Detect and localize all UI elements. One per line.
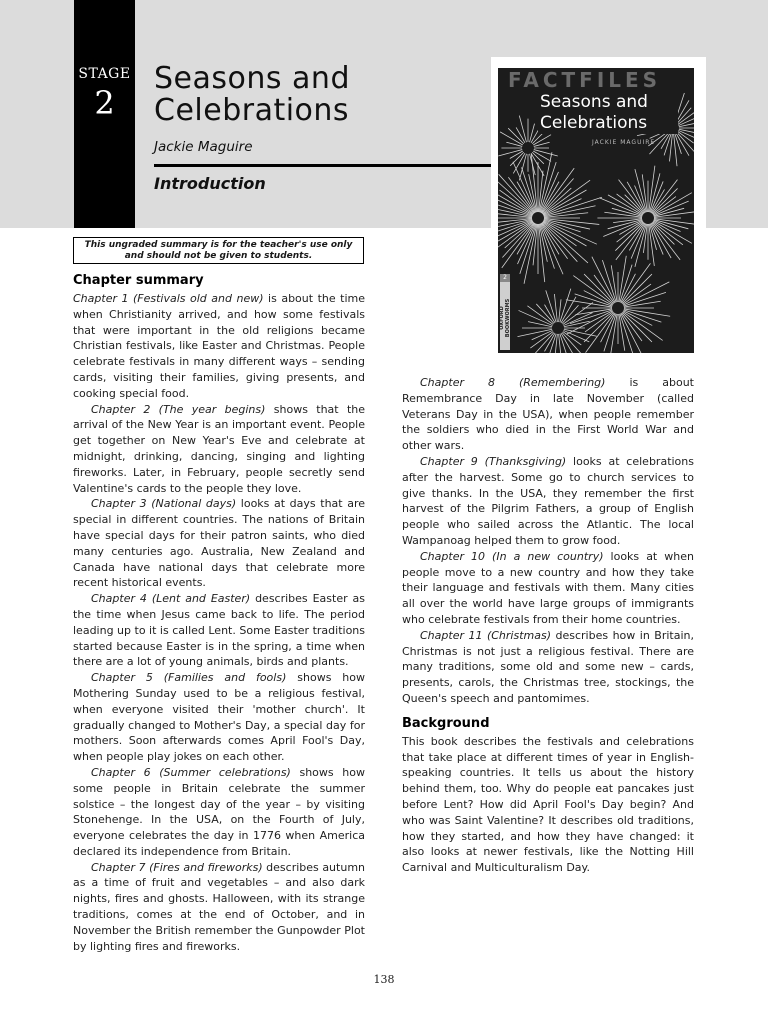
firework-ray xyxy=(530,154,536,175)
firework-ray xyxy=(532,330,553,339)
chapter-text: is about Remembrance Day in late November (called Veterans Day in the USA), when people remember the soldiers who died in the First World War and other wars. xyxy=(402,376,694,453)
firework-ray xyxy=(513,153,525,173)
title-line-2: Celebrations xyxy=(154,93,350,128)
firework-ray xyxy=(610,314,617,353)
cover-stage: 2 xyxy=(500,274,510,282)
chapter-text: is about the time when Christianity arrived, and how some festivals that were important in the old religions became Christian festivals, like Easter and Christmas. People celebrate festivals in many different ways – sending cards, visiting their families, giving presents, and cooking special food. xyxy=(73,292,365,400)
firework-ray xyxy=(561,297,576,323)
notice-line-1: This ungraded summary is for the teacher's use only xyxy=(84,240,353,250)
firework-ray xyxy=(622,312,652,342)
firework-ray xyxy=(654,211,694,217)
chapter-1 xyxy=(73,291,365,402)
chapter-ref: Chapter 7 (Fires and fireworks) xyxy=(91,860,263,874)
chapter-text: shows how Mothering Sunday used to be a religious festival, when everyone visited their 'mother church'. It gradually changed to Mother's Day, a special day for mothers. Soon afterwards comes April Fool's Day, when people play jokes on each other. xyxy=(73,671,366,764)
chapter-text: looks at celebrations after the harvest. Some go to church services to give thanks. In the USA, they remember the first harvest of the Pilgrim Fathers, a group of English people who sailed across the Atlantic. The local Wampanoag helped them to grow food. xyxy=(402,454,694,547)
stage-box xyxy=(74,0,135,228)
firework-ray xyxy=(513,162,536,213)
chapter-8 xyxy=(402,375,694,454)
chapter-ref: Chapter 8 (Remembering) xyxy=(420,376,606,389)
chapter-10 xyxy=(402,549,694,628)
chapter-ref: Chapter 4 (Lent and Easter) xyxy=(91,592,251,606)
chapter-text: describes how in Britain, Christmas is not just a religious festival. There are many traditions, some old and some new – cards, presents, carols, the Christmas tree, stockings, the Queen's speech and pantomimes. xyxy=(402,628,694,705)
firework-ray xyxy=(624,309,670,316)
firework-ray xyxy=(622,313,642,341)
chapter-text: looks at days that are special in different countries. The nations of Britain have special days for their patron saints, who died many centuries ago. Australia, New Zealand and Canada have national days that celebrate more recent historical events. xyxy=(73,497,365,590)
chapter-11 xyxy=(402,628,694,707)
chapter-ref: Chapter 6 (Summer celebrations) xyxy=(91,765,291,779)
firework-ray xyxy=(524,224,537,284)
chapter-text: describes Easter as the time when Jesus came back to life. The period leading up to it is called Lent. Some Easter traditions started because Easter is in the spring, a time when there are a lot of young animals, birds and plants. xyxy=(73,592,366,669)
left-column xyxy=(73,272,365,954)
firework-ray xyxy=(540,223,563,274)
firework-ray xyxy=(499,174,534,213)
chapter-ref: Chapter 5 (Families and fools) xyxy=(91,671,287,685)
chapter-6 xyxy=(73,765,365,860)
firework-ray xyxy=(584,274,614,304)
firework-ray xyxy=(534,150,558,156)
chapter-4 xyxy=(73,591,365,670)
firework-ray xyxy=(623,284,651,304)
page-title xyxy=(154,63,350,127)
book-cover xyxy=(498,68,694,353)
teacher-notice xyxy=(73,237,364,264)
section-heading: Introduction xyxy=(154,174,266,193)
firework-ray xyxy=(599,198,642,216)
firework-ray xyxy=(622,274,652,304)
chapter-5 xyxy=(73,670,365,765)
title-line-1: Seasons and xyxy=(154,61,350,96)
firework-ray xyxy=(652,188,677,213)
firework-ray xyxy=(560,334,568,353)
title-rule xyxy=(154,164,500,167)
cover-spine xyxy=(500,282,510,350)
firework-ray xyxy=(652,222,674,244)
cover-spine-text: OXFORD BOOKWORMS xyxy=(499,298,511,338)
chapter-ref: Chapter 9 (Thanksgiving) xyxy=(420,454,567,468)
chapter-7 xyxy=(73,860,365,955)
page-number: 138 xyxy=(373,973,395,986)
firework-ray xyxy=(519,154,526,181)
chapter-2 xyxy=(73,402,365,497)
firework-ray xyxy=(560,289,571,323)
background-heading: Background xyxy=(402,715,490,731)
notice-line-2: and should not be given to students. xyxy=(124,251,313,261)
firework-ray xyxy=(519,116,526,143)
firework-ray xyxy=(625,195,644,214)
firework-ray xyxy=(563,332,581,345)
chapter-ref: Chapter 2 (The year begins) xyxy=(91,402,266,416)
chapter-text: shows that the arrival of the New Year is an important event. People get together on New Year's Eve and celebrate at midnight, drinking, dancing, singing and lighting fireworks. Later, in February, people secretly send Valentine's cards to the people they love. xyxy=(73,402,365,495)
chapter-text: shows how some people in Britain celebrate the summer solstice – the longest day of the year – by visiting Stonehenge. In the USA, on the Fourth of July, everyone celebrates the day in 1776 when America declared its independence from Britain. xyxy=(73,765,365,858)
firework-ray xyxy=(554,334,557,353)
firework-ray xyxy=(544,197,602,216)
firework-ray xyxy=(530,124,535,143)
chapter-ref: Chapter 3 (National days) xyxy=(91,497,237,511)
chapter-ref: Chapter 1 (Festivals old and new) xyxy=(73,292,264,305)
stage-label: STAGE xyxy=(78,66,131,82)
right-column xyxy=(402,375,694,876)
cover-title-line-2: Celebrations xyxy=(540,113,648,133)
chapter-3 xyxy=(73,496,365,591)
firework-ray xyxy=(594,275,614,303)
background-text: This book describes the festivals and celebrations that take place at different times of year in English-speaking countries. It tells us about the history behind them, too. Why do people eat pancakes just before Lent? How did April Fool's Day begin? And who was Saint Valentine? It describes old traditions, how they started, and how they have changed: it also looks at newer festivals, like the Notting Hill Carnival and Multiculturalism Day. xyxy=(402,734,694,875)
chapter-ref: Chapter 10 (In a new country) xyxy=(420,549,604,563)
firework-ray xyxy=(615,222,643,250)
firework-ray xyxy=(584,312,614,342)
firework-ray xyxy=(619,256,626,302)
cover-title-line-1: Seasons and xyxy=(540,92,648,112)
chapter-text: describes autumn as a time of fruit and vegetables – and also dark nights, fires and ghosts. Halloween, with its strange traditions, comes at the end of October, and in November the British remember the Gunpowder Plot by lighting fires and fireworks. xyxy=(73,860,365,953)
cover-series: FACTFILES xyxy=(508,68,662,92)
cover-title xyxy=(538,92,678,134)
chapter-ref: Chapter 11 (Christmas) xyxy=(420,628,552,642)
chapter-text: looks at when people move to a new country and how they take their language and festivals with them. Many cities all over the world have large groups of immigrants who celebrate festivals from their home countries. xyxy=(402,549,694,626)
firework-ray xyxy=(542,222,577,261)
firework-ray xyxy=(562,332,586,353)
chapter-9 xyxy=(402,454,694,549)
firework-ray xyxy=(544,219,599,225)
stage-number: 2 xyxy=(94,84,115,122)
firework-ray xyxy=(539,224,545,282)
firework-ray xyxy=(498,150,522,156)
cover-author: JACKIE MAGUIRE xyxy=(592,139,656,146)
author: Jackie Maguire xyxy=(154,139,253,155)
chapter-summary-heading: Chapter summary xyxy=(73,273,204,288)
